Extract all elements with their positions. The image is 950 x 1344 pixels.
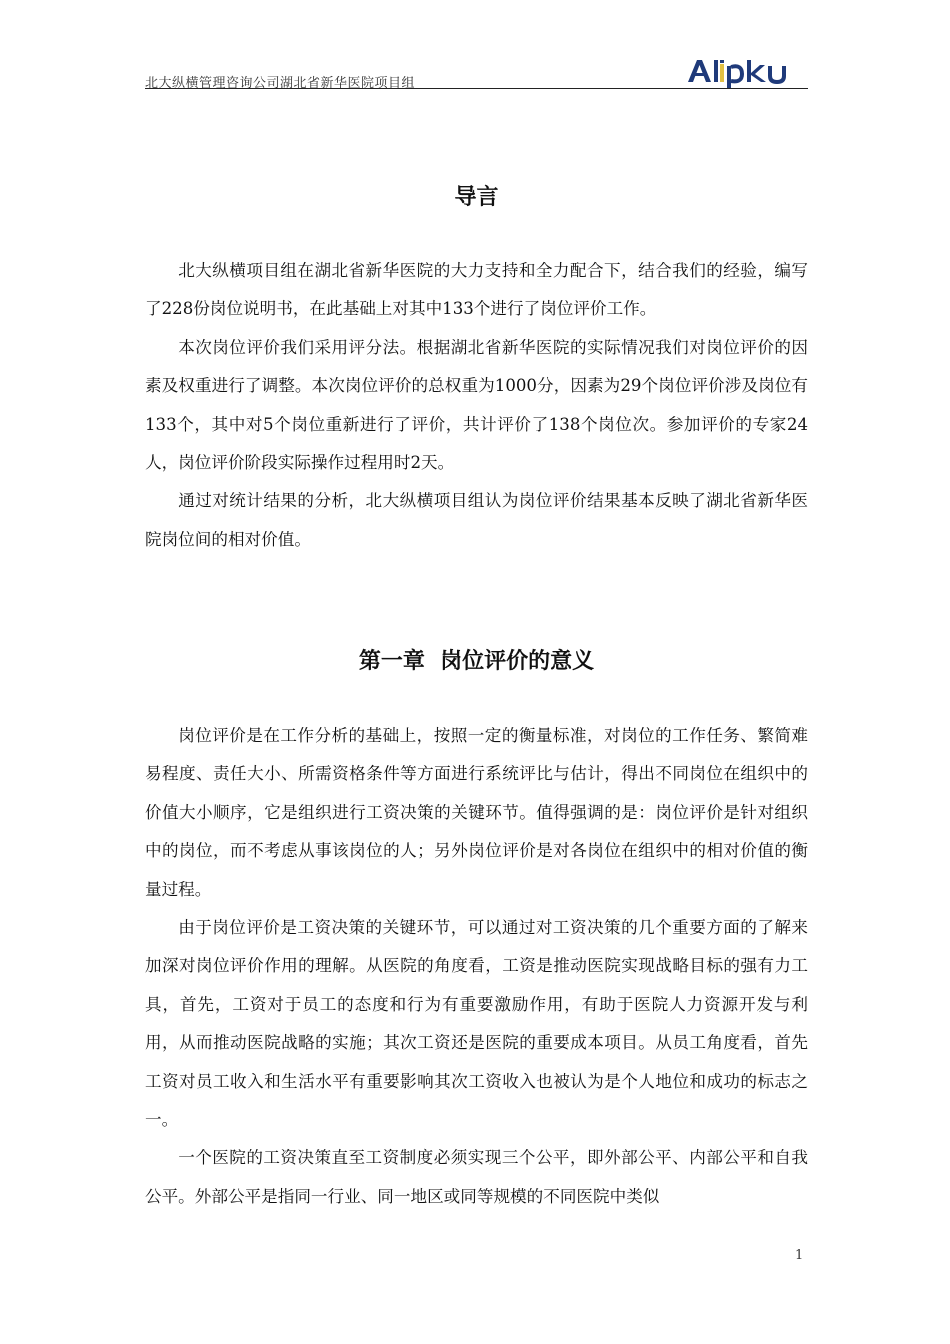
chapter1-paragraph: 由于岗位评价是工资决策的关键环节，可以通过对工资决策的几个重要方面的了解来加深对岗位评价作用的理解。从医院的角度看，工资是推动医院实现战略目标的强有力工具，首先，工资对于员工的态度和行为有重要激励作用，有助于医院人力资源开发与利用，从而推动医院战略的实施；其次工资还是医院的重要成本项目。从员工角度看，首先工资对员工收入和生活水平有重要影响其次工资收入也被认为是个人地位和成功的标志之一。 <box>145 918 808 1130</box>
chapter1-title: 第一章 岗位评价的意义 <box>358 649 595 674</box>
intro-paragraph: 北大纵横项目组在湖北省新华医院的大力支持和全力配合下，结合我们的经验，编写了228份岗位说明书，在此基础上对其中133个进行了岗位评价工作。 <box>145 261 808 319</box>
chapter1-section <box>145 717 808 1216</box>
intro-paragraph: 本次岗位评价我们采用评分法。根据湖北省新华医院的实际情况我们对岗位评价的因素及权重进行了调整。本次岗位评价的总权重为1000分，因素为29个岗位评价涉及岗位有133个，其中对5个岗位重新进行了评价，共计评价了138个岗位次。参加评价的专家24人，岗位评价阶段实际操作过程用时2天。 <box>145 337 808 473</box>
chapter1-paragraph: 岗位评价是在工作分析的基础上，按照一定的衡量标准，对岗位的工作任务、繁简难易程度、责任大小、所需资格条件等方面进行系统评比与估计，得出不同岗位在组织中的价值大小顺序，它是组织进行工资决策的关键环节。值得强调的是：岗位评价是针对组织中的岗位，而不考虑从事该岗位的人；另外岗位评价是对各岗位在组织中的相对价值的衡量过程。 <box>145 726 808 899</box>
page-number: 1 <box>795 1248 804 1263</box>
header-org-text: 北大纵横管理咨询公司湖北省新华医院项目组 <box>145 76 416 91</box>
page-header <box>145 58 808 89</box>
chapter1-paragraph: 一个医院的工资决策直至工资制度必须实现三个公平，即外部公平、内部公平和自我公平。外部公平是指同一行业、同一地区或同等规模的不同医院中类似 <box>145 1148 808 1206</box>
allpku-logo <box>686 58 806 84</box>
intro-paragraph: 通过对统计结果的分析，北大纵横项目组认为岗位评价结果基本反映了湖北省新华医院岗位间的相对价值。 <box>145 491 808 549</box>
intro-section <box>145 252 808 559</box>
intro-title: 导言 <box>454 185 499 210</box>
